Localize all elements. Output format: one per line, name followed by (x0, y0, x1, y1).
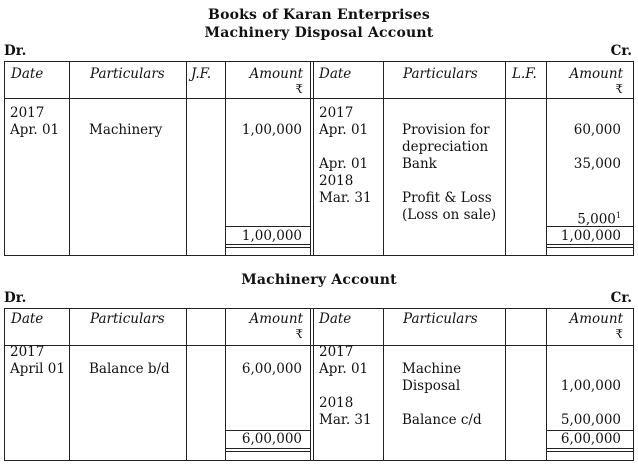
disposal-credit-year-1: 2017 (319, 105, 354, 121)
company-title: Books of Karan Enterprises (208, 7, 430, 23)
header-particulars-credit: Particulars (403, 66, 478, 82)
disposal-credit-particulars-3a: Profit & Loss (402, 190, 492, 206)
disposal-credit-date-3: Mar. 31 (319, 190, 372, 206)
machinery-credit-amount-2: 5,00,000 (560, 412, 621, 428)
machinery-debit-total: 6,00,000 (241, 431, 302, 447)
disposal-debit-particulars: Machinery (89, 122, 163, 138)
header-jf: J.F. (191, 66, 212, 82)
machinery-debit-amount: 6,00,000 (241, 361, 302, 377)
machinery-credit-date-2: Mar. 31 (319, 412, 372, 428)
header-date-debit: Date (11, 66, 44, 82)
m-header-amount-credit: Amount (569, 311, 623, 327)
disposal-cr-label: Cr. (610, 43, 632, 59)
machinery-credit-year-2: 2018 (319, 395, 354, 411)
machinery-credit-total: 6,00,000 (560, 431, 621, 447)
machinery-ledger (4, 308, 634, 461)
machinery-cr-label: Cr. (610, 290, 632, 306)
header-date-credit: Date (319, 66, 352, 82)
machinery-credit-date-1: Apr. 01 (319, 361, 369, 377)
disposal-debit-date: Apr. 01 (10, 122, 60, 138)
disposal-ledger (4, 61, 634, 256)
disposal-credit-amount-1: 60,000 (573, 122, 621, 138)
m-header-amount-debit: Amount (249, 311, 303, 327)
disposal-credit-date-1: Apr. 01 (319, 122, 369, 138)
header-lf: L.F. (512, 66, 537, 82)
machinery-debit-particulars: Balance b/d (89, 361, 170, 377)
disposal-credit-total: 1,00,000 (560, 228, 621, 244)
m-header-particulars-debit: Particulars (90, 311, 165, 327)
header-particulars-debit: Particulars (90, 66, 165, 82)
rupee-symbol-credit: ₹ (615, 82, 623, 96)
disposal-debit-amount: 1,00,000 (241, 122, 302, 138)
footnote-marker: 1 (615, 211, 621, 220)
m-rupee-symbol-credit: ₹ (615, 327, 623, 341)
m-rupee-symbol-debit: ₹ (295, 327, 303, 341)
disposal-account-title: Machinery Disposal Account (204, 25, 434, 41)
machinery-credit-particulars-2: Balance c/d (402, 412, 482, 428)
disposal-credit-particulars-3b: (Loss on sale) (402, 207, 497, 223)
disposal-credit-amount-2: 35,000 (573, 156, 621, 172)
disposal-debit-year: 2017 (10, 105, 45, 121)
disposal-credit-date-2: Apr. 01 (319, 156, 369, 172)
machinery-credit-amount-1: 1,00,000 (560, 378, 621, 394)
machinery-debit-year: 2017 (10, 344, 45, 360)
disposal-credit-year-3: 2018 (319, 173, 354, 189)
disposal-credit-amount-3: 5,000$^1$ (577, 211, 621, 228)
rupee-symbol-debit: ₹ (295, 82, 303, 96)
m-header-date-debit: Date (11, 311, 44, 327)
disposal-dr-label: Dr. (4, 43, 27, 59)
disposal-credit-particulars-2: Bank (402, 156, 437, 172)
m-header-date-credit: Date (319, 311, 352, 327)
machinery-credit-year-1: 2017 (319, 344, 354, 360)
machinery-account-title: Machinery Account (241, 272, 397, 288)
machinery-credit-particulars-1a: Machine (402, 361, 462, 377)
machinery-debit-date: April 01 (10, 361, 65, 377)
disposal-credit-particulars-1b: depreciation (402, 139, 489, 155)
disposal-debit-total: 1,00,000 (241, 228, 302, 244)
header-amount-debit: Amount (249, 66, 303, 82)
m-header-particulars-credit: Particulars (403, 311, 478, 327)
header-amount-credit: Amount (569, 66, 623, 82)
disposal-credit-particulars-1a: Provision for (402, 122, 490, 138)
machinery-dr-label: Dr. (4, 290, 27, 306)
machinery-credit-particulars-1b: Disposal (402, 378, 461, 394)
